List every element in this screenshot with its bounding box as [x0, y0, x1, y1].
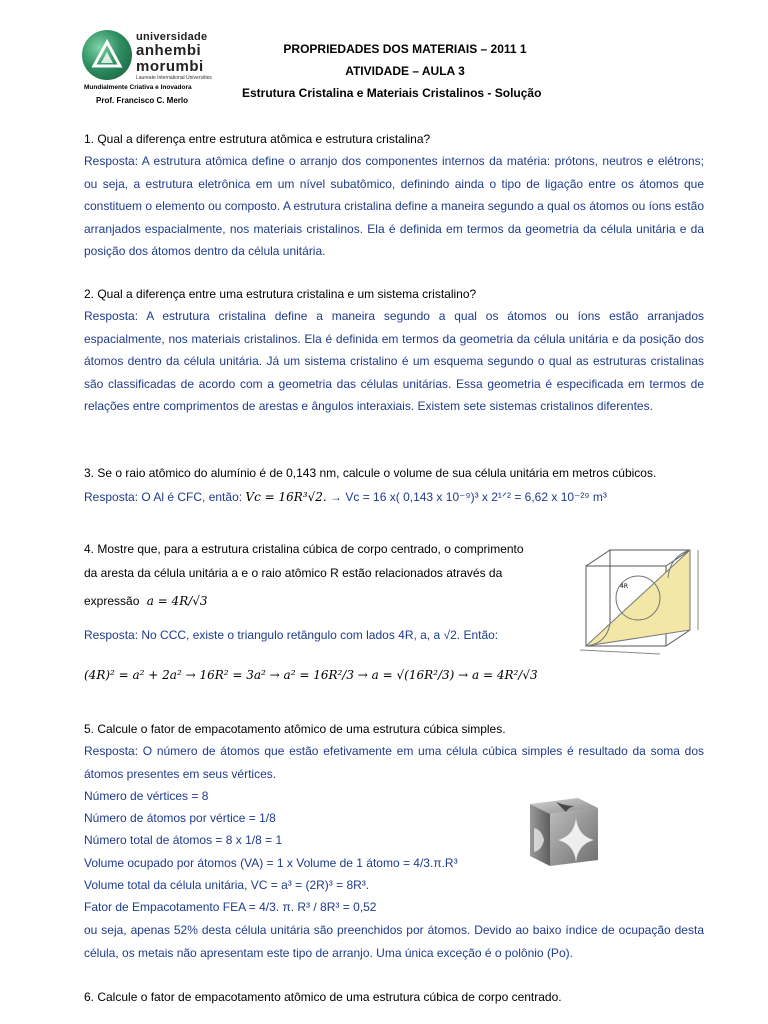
question-4-expression-label: expressão — [84, 594, 140, 608]
answer-3 — [84, 486, 607, 509]
question-4-line-3 — [84, 590, 208, 613]
activity-title: ATIVIDADE – AULA 3 — [345, 64, 465, 78]
question-1: 1. Qual a diferença entre estrutura atômica e estrutura cristalina? — [84, 132, 431, 146]
answer-1: Resposta: A estrutura atômica define o arranjo dos componentes internos da matéria: prótons, neutros e elétrons; ou seja, a estrutura eletrônica em um nível subatômico, definindo ainda o tipo de ligação entre os átomos que constituem o elemento ou composto. A estrutura cristalina define a maneira segundo a qual os átomos ou íons estão arranjados espacialmente, nos materiais cristalinos. Ela é definida em termos da geometria da célula unitária e da posição dos átomos dentro da célula unitária. — [84, 154, 704, 258]
answer-5-line-2: Número de átomos por vértice = 1/8 — [84, 811, 276, 825]
question-6: 6. Calcule o fator de empacotamento atômico de uma estrutura cúbica de corpo centrado. — [84, 990, 562, 1004]
answer-5-line-1: Número de vértices = 8 — [84, 789, 209, 803]
answer-2: Resposta: A estrutura cristalina define a maneira segundo a qual os átomos ou íons estão arranjados espacialmente, nos materiais cristalinos. Ela é definida em termos da geometria da célula unitária e da posição dos átomos dentro da célula unitária. Já um sistema cristalino é um esquema segundo o qual as estruturas cristalinas são classificadas de acordo com a geometria das células unitárias. Essa geometria é especificada em termos de relações entre comprimentos de arestas e ângulos interaxiais. Existem sete sistemas cristalinos diferentes. — [84, 309, 704, 413]
logo-text-1: universidade — [136, 31, 208, 43]
question-4-expression: a = 4R/√3 — [146, 594, 208, 608]
logo-text-2: anhembi — [136, 42, 202, 59]
answer-3-formula: Vc = 16R³√2. — [245, 490, 327, 504]
question-4-line-1: 4. Mostre que, para a estrutura cristalina cúbica de corpo centrado, o comprimento — [84, 542, 524, 556]
logo-text-3: morumbi — [136, 58, 204, 75]
answer-4-derivation: (4R)² = a² + 2a² → 16R² = 3a² → a² = 16R²/3 → a = √(16R²/3) → a = 4R²/√3 — [84, 668, 538, 682]
document-subtitle: Estrutura Cristalina e Materiais Cristalinos - Solução — [242, 86, 542, 100]
logo-tagline: Laureate International Universities — [136, 75, 212, 81]
question-5: 5. Calcule o fator de empacotamento atômico de uma estrutura cúbica simples. — [84, 722, 506, 736]
question-3: 3. Se o raio atômico do alumínio é de 0,143 nm, calcule o volume de sua célula unitária em metros cúbicos. — [84, 466, 657, 480]
answer-3-prefix: Resposta: O Al é CFC, então: — [84, 490, 243, 504]
answer-5-line-3: Número total de átomos = 8 x 1/8 = 1 — [84, 833, 283, 847]
university-logo — [80, 28, 240, 108]
figure-label-4r: 4R — [620, 583, 628, 590]
answer-5-line-5: Volume total da célula unitária, VC = a³ = (2R)³ = 8R³. — [84, 878, 370, 892]
answer-5-line-4: Volume ocupado por átomos (VA) = 1 x Volume de 1 átomo = 4/3.π.R³ — [84, 856, 458, 870]
course-title: PROPRIEDADES DOS MATERIAIS – 2011 1 — [283, 42, 527, 56]
logo-slogan: Mundialmente Criativa e Inovadora — [84, 84, 192, 91]
answer-5: Resposta: O número de átomos que estão efetivamente em uma célula cúbica simples é resultado da soma dos átomos presentes em seus vértices. — [84, 744, 704, 781]
logo-triangle-icon — [82, 30, 132, 80]
answer-3-calc: → Vc = 16 x( 0,143 x 10⁻⁹)³ x 2¹ᐟ² = 6,62 x 10⁻²⁹ m³ — [330, 490, 607, 504]
question-2: 2. Qual a diferença entre uma estrutura cristalina e um sistema cristalino? — [84, 287, 477, 301]
question-4-line-2: da aresta da célula unitária a e o raio atômico R estão relacionados através da — [84, 566, 503, 580]
simple-cubic-figure — [520, 790, 606, 868]
answer-5-line-6: Fator de Empacotamento FEA = 4/3. π. R³ / 8R³ = 0,52 — [84, 900, 377, 914]
professor-name: Prof. Francisco C. Merlo — [96, 96, 189, 105]
answer-4: Resposta: No CCC, existe o triangulo retângulo com lados 4R, a, a √2. Então: — [84, 628, 499, 642]
answer-5-conclusion: ou seja, apenas 52% desta célula unitária são preenchidos por átomos. Devido ao baixo índice de ocupação desta célula, os metais não apresentam este tipo de arranjo. Uma única exceção é o polônio (Po). — [84, 923, 704, 960]
bcc-cube-figure — [576, 544, 706, 656]
